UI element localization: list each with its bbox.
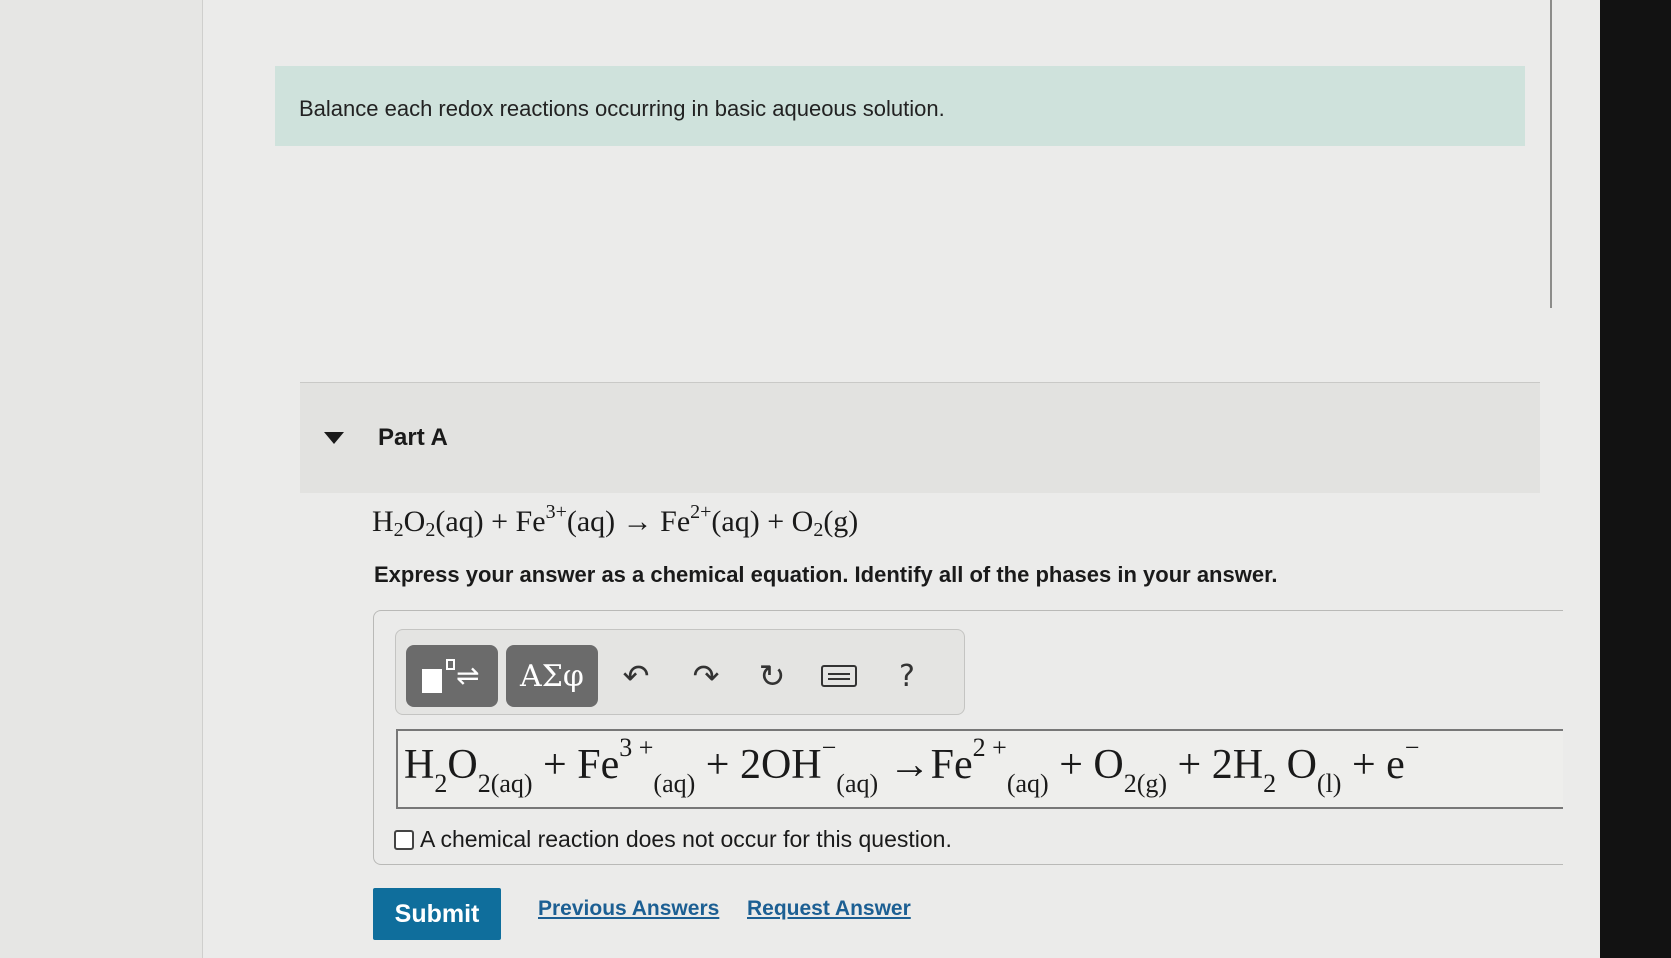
part-a-header[interactable] <box>300 383 1540 493</box>
reset-icon[interactable]: ↻ <box>758 657 786 695</box>
equation-toolbar <box>395 629 965 715</box>
left-margin <box>0 0 203 958</box>
keyboard-icon[interactable] <box>811 648 867 704</box>
help-icon[interactable]: ? <box>899 658 915 694</box>
instruction-text: Balance each redox reactions occurring in basic aqueous solution. <box>299 96 945 121</box>
symbols-label: ΑΣφ <box>520 658 584 694</box>
collapse-caret-icon[interactable] <box>324 432 344 444</box>
no-reaction-checkbox[interactable] <box>394 830 414 850</box>
equilibrium-arrow-icon: ⇌ <box>456 659 480 692</box>
answer-input[interactable] <box>396 729 1563 809</box>
answer-equation: $H_2O_{2(aq)} + Fe^{3 +}_{(aq)} + 2OH^-_{(aq)} \to Fe^{2 +}_{(aq)} + O_{2(g)} + 2H_2$ $O_{(l)} + e^-$ <box>404 733 1420 798</box>
submit-button[interactable]: Submit <box>373 888 501 940</box>
symbols-button[interactable] <box>506 645 598 707</box>
templates-button[interactable] <box>406 645 498 707</box>
instruction-banner <box>275 66 1525 146</box>
question-prompt: Express your answer as a chemical equation. Identify all of the phases in your answer. <box>374 562 1278 587</box>
right-divider <box>1550 0 1552 308</box>
screen-bezel <box>1600 0 1671 958</box>
templates-superscript-box <box>446 659 455 670</box>
no-reaction-label: A chemical reaction does not occur for this question. <box>420 826 952 852</box>
redo-icon[interactable]: ↷ <box>692 657 720 695</box>
previous-answers-link[interactable]: Previous Answers <box>538 897 720 920</box>
unbalanced-reaction: $H_2O_2(aq) + Fe^{3+}(aq) \to Fe^{2+}(aq) + O_2(g)$ <box>372 501 859 541</box>
no-reaction-option[interactable] <box>394 826 952 853</box>
request-answer-link[interactable]: Request Answer <box>747 897 911 920</box>
undo-icon[interactable]: ↶ <box>622 657 650 695</box>
part-title: Part A <box>378 424 448 451</box>
templates-icon <box>422 669 442 693</box>
